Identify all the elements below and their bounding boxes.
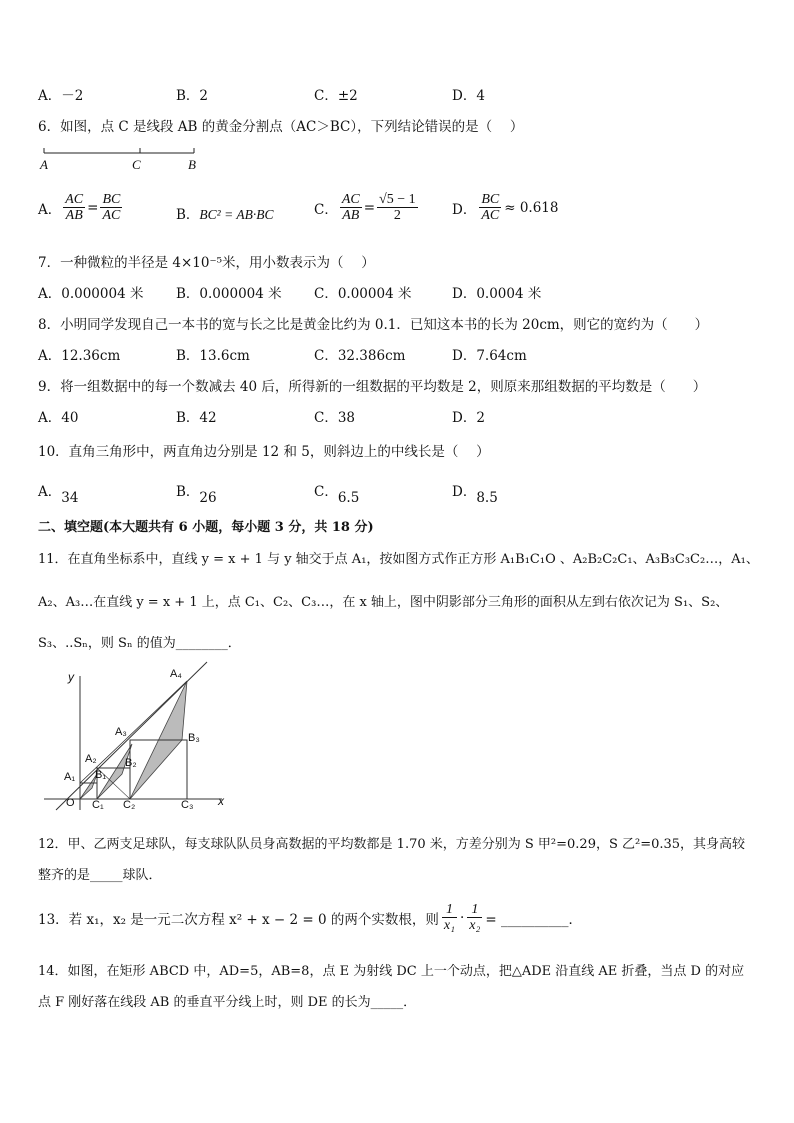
q6-option-b: B．BC² = AB·BC <box>176 207 274 223</box>
q9-option-b: B．42 <box>176 410 217 426</box>
q7-option-d: D．0.0004 米 <box>452 286 542 302</box>
q7-option-a: A．0.000004 米 <box>38 286 144 302</box>
fig-label-a1: A₁ <box>64 771 76 783</box>
fig-label-y: y <box>68 670 74 684</box>
q5-option-b: B．2 <box>176 88 209 104</box>
q9-option-d: D．2 <box>452 410 485 426</box>
q13: 13．若 x₁，x₂ 是一元二次方程 x² + x − 2 = 0 的两个实数根，则 $\frac{1}{\text{x₁}}$ · $\frac{1}{\text{x₂}}$ = __________． <box>38 902 582 933</box>
q9-option-a: A．40 <box>38 410 79 426</box>
q9-option-c: C．38 <box>314 410 356 426</box>
q6-segment-figure <box>36 142 206 174</box>
fig-label-x: x <box>218 794 224 808</box>
q8-stem: 8．小明同学发现自己一本书的宽与长之比是黄金比约为 0.1．已知这本书的长为 20cm，则它的宽约为（ ） <box>38 317 709 333</box>
q6-option-d: D． $\frac{BC}{AC}$ ≈ 0.618 <box>452 192 559 223</box>
fig-label-c2: C₂ <box>123 799 136 811</box>
q6-option-d-frac: $\frac{BC}{AC}$ <box>481 192 500 223</box>
q13-frac1: $\frac{1}{\text{x₁}}$ <box>443 902 455 933</box>
fig-label-c3: C₃ <box>181 799 194 811</box>
q14-line-1: 14．如图，在矩形 ABCD 中，AD=5，AB=8，点 E 为射线 DC 上一个动点，把△ADE 沿直线 AE 折叠，当点 D 的对应 <box>38 964 745 979</box>
fig-label-a3: A₃ <box>115 726 127 738</box>
fig-label-a4: A₄ <box>170 668 182 680</box>
fig-label-c1: C₁ <box>92 799 104 811</box>
q11-line-1: 11．在直角坐标系中，直线 y = x + 1 与 y 轴交于点 A₁，按如图方式作正方形 A₁B₁C₁O 、A₂B₂C₂C₁、A₃B₃C₃C₂…，A₁、 <box>38 552 759 567</box>
q6-option-a <box>38 192 122 223</box>
q10-option-d: D．8.5 <box>452 484 498 506</box>
q5-option-c: C．±2 <box>314 88 358 104</box>
q6-option-a-letter: A． <box>38 201 62 218</box>
q10-stem: 10．直角三角形中，两直角边分别是 12 和 5，则斜边上的中线长是（ ） <box>38 444 490 460</box>
q6-option-a-eq: = <box>87 199 99 216</box>
fig-label-a2: A₂ <box>85 753 97 765</box>
q6-label-c: C <box>132 157 141 172</box>
q9-stem: 9．将一组数据中的每一个数减去 40 后，所得新的一组数据的平均数是 2，则原来那组数据的平均数是（ ） <box>38 379 707 395</box>
section-fill-in-heading: 二、填空题(本大题共有 6 小题，每小题 3 分，共 18 分) <box>38 520 374 535</box>
q8-option-c: C．32.386cm <box>314 348 406 364</box>
q8-option-a: A．12.36cm <box>38 348 121 364</box>
q6-option-a-frac2: $\frac{BC}{AC}$ <box>102 192 121 223</box>
q6-option-c-frac1: $\frac{AC}{AB}$ <box>341 192 360 223</box>
q5-option-a: A．－2 <box>38 88 84 104</box>
q6-option-c: C． $\frac{AC}{AB}$ = $\frac{√5 - 1}{2}$ <box>314 192 416 223</box>
fig-label-o: O <box>66 797 75 809</box>
q10-option-b: B．26 <box>176 484 217 506</box>
q6-label-a: A <box>40 157 48 172</box>
fig-label-b2: B₂ <box>125 757 137 769</box>
q10-option-a: A．34 <box>38 484 79 506</box>
fig-label-b3: B₃ <box>188 732 200 744</box>
q7-option-b: B．0.000004 米 <box>176 286 282 302</box>
q12-line-1: 12．甲、乙两支足球队，每支球队队员身高数据的平均数都是 1.70 米，方差分别为 S 甲²=0.29，S 乙²=0.35，其身高较 <box>38 837 746 852</box>
q10-option-c: C．6.5 <box>314 484 360 506</box>
q7-stem: 7．一种微粒的半径是 4×10⁻⁵米，用小数表示为（ ） <box>38 255 375 271</box>
q13-frac2: $\frac{1}{\text{x₂}}$ <box>469 902 481 933</box>
q7-option-c: C．0.00004 米 <box>314 286 412 302</box>
line-y-x-plus-1 <box>56 662 207 810</box>
q13-pre: 13．若 x₁，x₂ 是一元二次方程 x² + x − 2 = 0 的两个实数根，则 <box>38 911 439 928</box>
q8-option-b: B．13.6cm <box>176 348 250 364</box>
q6-option-c-frac2: $\frac{√5 - 1}{2}$ <box>379 192 416 223</box>
q11-line-3: S₃、..Sₙ，则 Sₙ 的值为________． <box>38 636 241 651</box>
fig-label-b1: B₁ <box>95 769 107 781</box>
q5-option-d: D．4 <box>452 88 485 104</box>
q13-post: = __________． <box>485 911 582 928</box>
q11-line-2: A₂、A₃…在直线 y = x + 1 上，点 C₁、C₂、C₃…，在 x 轴上，图中阴影部分三角形的面积从左到右依次记为 S₁、S₂、 <box>38 595 729 610</box>
q12-line-2: 整齐的是_____球队． <box>38 868 162 883</box>
q6-stem: 6．如图，点 C 是线段 AB 的黄金分割点（AC＞BC），下列结论错误的是（ ） <box>38 119 524 135</box>
q8-option-d: D．7.64cm <box>452 348 527 364</box>
q6-label-b: B <box>188 157 196 172</box>
q6-option-a-frac1: $\frac{AC}{AB}$ <box>65 192 84 223</box>
q14-line-2: 点 F 刚好落在线段 AB 的垂直平分线上时，则 DE 的长为_____． <box>38 995 417 1010</box>
